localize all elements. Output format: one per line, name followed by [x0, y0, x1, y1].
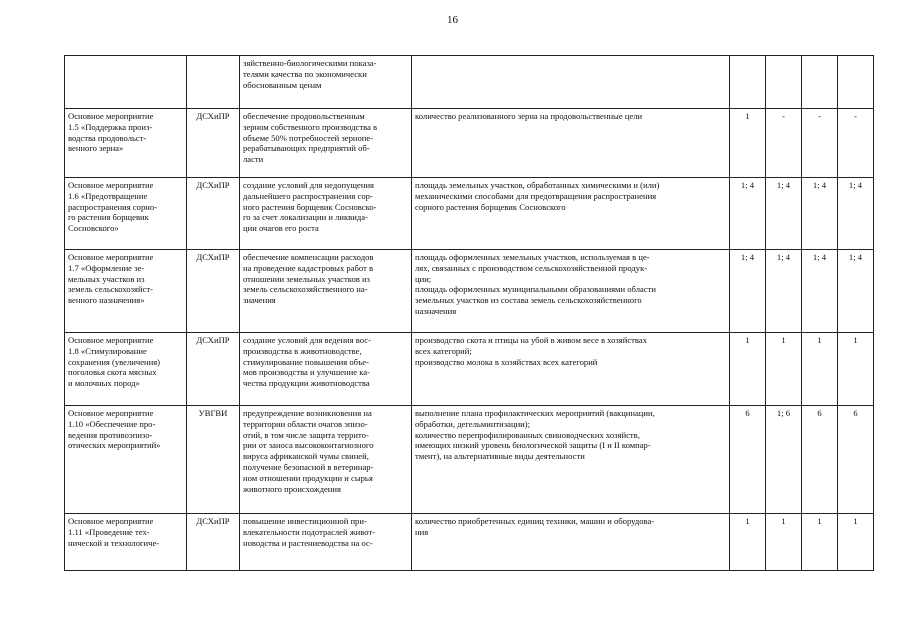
- result-cell: обеспечение компенсации расходов на проведение кадастровых работ в отношении земельных участков из земель сельскохозяйственного на- значения: [240, 250, 412, 333]
- year-4-cell: 1; 4: [838, 178, 874, 250]
- table-row: [65, 514, 874, 571]
- year-3-cell: 1: [802, 333, 838, 406]
- indicator-cell: количество реализованного зерна на продовольственные цели: [412, 109, 730, 178]
- indicator-cell: количество приобретенных единиц техники, машин и оборудова- ния: [412, 514, 730, 571]
- indicator-cell: [412, 56, 730, 109]
- year-2-cell: -: [766, 109, 802, 178]
- year-4-cell: 1: [838, 514, 874, 571]
- year-1-cell: 1: [730, 514, 766, 571]
- activity-cell: Основное мероприятие 1.10 «Обеспечение про- ведения противоэпизо- отических мероприятий»: [65, 406, 187, 514]
- year-2-cell: [766, 56, 802, 109]
- result-cell: повышение инвестиционной при- влекательности подотраслей живот- новодства и растениеводства на ос-: [240, 514, 412, 571]
- result-cell: предупреждение возникновения на территории области очагов эпизо- отий, в том числе защита террито- рии от заноса высококонтагиозного вируса африканской чумы свиней, получение безопасной в ветеринар- ном отношении продукции и сырья животного происхождения: [240, 406, 412, 514]
- year-2-cell: 1; 6: [766, 406, 802, 514]
- indicator-cell: производство скота и птицы на убой в живом весе в хозяйствах всех категорий; производство молока в хозяйствах всех категорий: [412, 333, 730, 406]
- result-cell: зяйственно-биологическими показа- телями качества по экономически обоснованным ценам: [240, 56, 412, 109]
- table-row: [65, 178, 874, 250]
- year-1-cell: 6: [730, 406, 766, 514]
- executor-cell: ДСХиПР: [187, 178, 240, 250]
- year-1-cell: [730, 56, 766, 109]
- result-cell: создание условий для ведения вос- производства в животноводстве, стимулирование повышения объе- мов производства и улучшение ка- чества продукции животноводства: [240, 333, 412, 406]
- table-row: [65, 406, 874, 514]
- activity-cell: [65, 56, 187, 109]
- executor-cell: ДСХиПР: [187, 250, 240, 333]
- year-3-cell: 1; 4: [802, 250, 838, 333]
- year-1-cell: 1; 4: [730, 250, 766, 333]
- year-3-cell: -: [802, 109, 838, 178]
- year-2-cell: 1; 4: [766, 250, 802, 333]
- year-3-cell: 6: [802, 406, 838, 514]
- activity-cell: Основное мероприятие 1.11 «Проведение тех- нической и технологиче-: [65, 514, 187, 571]
- year-2-cell: 1: [766, 333, 802, 406]
- year-1-cell: 1; 4: [730, 178, 766, 250]
- year-4-cell: -: [838, 109, 874, 178]
- activity-cell: Основное мероприятие 1.6 «Предотвращение распространения сорно- го растения борщевик Сосновского»: [65, 178, 187, 250]
- year-3-cell: 1: [802, 514, 838, 571]
- year-1-cell: 1: [730, 333, 766, 406]
- indicator-cell: площадь оформленных земельных участков, используемая в це- лях, связанных с производством сельскохозяйственной продук- ции; площадь оформленных муниципальными образованиями области земельных участков из состава земель сельскохозяйственного назначения: [412, 250, 730, 333]
- activities-table: [64, 55, 874, 571]
- executor-cell: ДСХиПР: [187, 109, 240, 178]
- executor-cell: [187, 56, 240, 109]
- year-3-cell: 1; 4: [802, 178, 838, 250]
- table-row: [65, 333, 874, 406]
- executor-cell: ДСХиПР: [187, 333, 240, 406]
- year-4-cell: [838, 56, 874, 109]
- table-row: [65, 109, 874, 178]
- table-row: [65, 56, 874, 109]
- year-3-cell: [802, 56, 838, 109]
- table-row: [65, 250, 874, 333]
- year-1-cell: 1: [730, 109, 766, 178]
- indicator-cell: выполнение плана профилактических мероприятий (вакцинации, обработки, дегельминтизации); количество перепрофилированных свиноводческих хозяйств, имеющих низкий уровень биологической защиты (I и II компар- тмент), на альтернативные виды деятельности: [412, 406, 730, 514]
- result-cell: обеспечение продовольственным зерном собственного производства в объеме 50% потребностей зернопе- рерабатывающих предприятий об- ласти: [240, 109, 412, 178]
- activity-cell: Основное мероприятие 1.5 «Поддержка произ- водства продовольст- венного зерна»: [65, 109, 187, 178]
- year-4-cell: 1; 4: [838, 250, 874, 333]
- activity-cell: Основное мероприятие 1.8 «Стимулирование сохранения (увеличения) поголовья скота мясных и молочных пород»: [65, 333, 187, 406]
- year-2-cell: 1; 4: [766, 178, 802, 250]
- year-2-cell: 1: [766, 514, 802, 571]
- page-number: 16: [447, 14, 458, 26]
- activity-cell: Основное мероприятие 1.7 «Оформление зе- мельных участков из земель сельскохозяйст- венного назначения»: [65, 250, 187, 333]
- executor-cell: УВГВИ: [187, 406, 240, 514]
- executor-cell: ДСХиПР: [187, 514, 240, 571]
- year-4-cell: 1: [838, 333, 874, 406]
- result-cell: создание условий для недопущения дальнейшего распространения сор- ного растения борщевик Сосновско- го за счет локализации и ликвида- ции очагов его роста: [240, 178, 412, 250]
- year-4-cell: 6: [838, 406, 874, 514]
- indicator-cell: площадь земельных участков, обработанных химическими и (или) механическими способами для предотвращения распространения сорного растения борщевик Сосновского: [412, 178, 730, 250]
